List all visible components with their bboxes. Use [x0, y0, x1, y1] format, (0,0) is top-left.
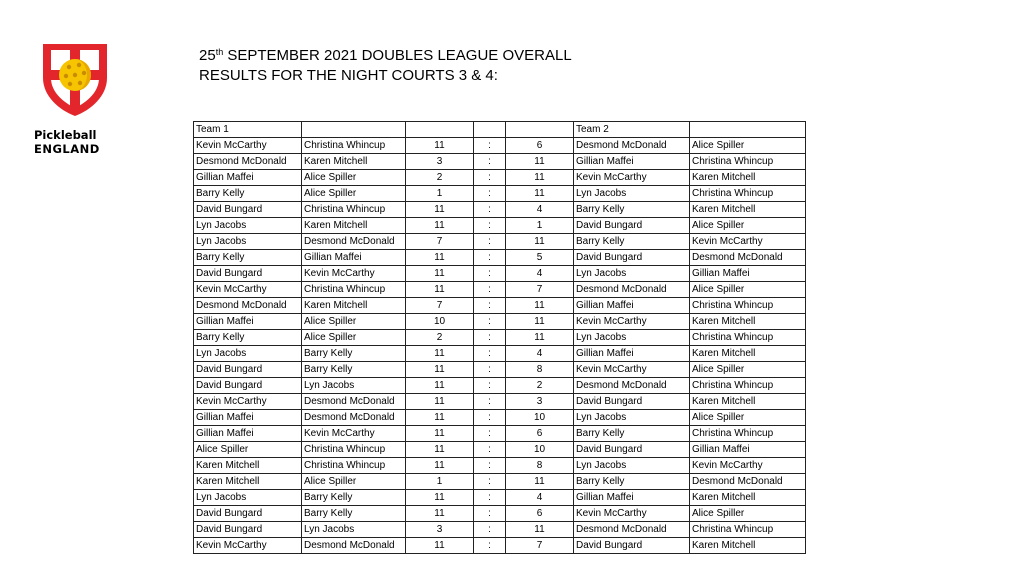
team1-player1: David Bungard [194, 378, 302, 394]
team1-player1: Gillian Maffei [194, 314, 302, 330]
header-empty-cell [474, 122, 506, 138]
team2-score: 6 [506, 506, 574, 522]
team1-player1: Gillian Maffei [194, 410, 302, 426]
team1-score: 11 [406, 458, 474, 474]
team2-score: 11 [506, 186, 574, 202]
team1-player2: Kevin McCarthy [302, 426, 406, 442]
team2-score: 4 [506, 202, 574, 218]
table-row [194, 458, 806, 474]
table-row [194, 250, 806, 266]
team2-score: 10 [506, 442, 574, 458]
title-line-1-text: SEPTEMBER 2021 DOUBLES LEAGUE OVERALL [223, 47, 572, 64]
team2-player1: Gillian Maffei [574, 154, 690, 170]
team2-score: 11 [506, 170, 574, 186]
title-line-1 [199, 46, 572, 66]
table-row [194, 410, 806, 426]
team2-score: 2 [506, 378, 574, 394]
team2-player1: David Bungard [574, 442, 690, 458]
team1-player1: David Bungard [194, 266, 302, 282]
team2-player2: Karen Mitchell [690, 202, 806, 218]
team2-player1: Lyn Jacobs [574, 186, 690, 202]
team2-player2: Alice Spiller [690, 410, 806, 426]
score-separator: : [474, 394, 506, 410]
team2-score: 11 [506, 314, 574, 330]
team1-score: 11 [406, 490, 474, 506]
team2-player1: David Bungard [574, 394, 690, 410]
score-separator: : [474, 266, 506, 282]
team1-player2: Desmond McDonald [302, 538, 406, 554]
team1-score: 7 [406, 298, 474, 314]
team1-player2: Christina Whincup [302, 138, 406, 154]
team2-score: 4 [506, 490, 574, 506]
team1-player1: Lyn Jacobs [194, 490, 302, 506]
team2-player2: Christina Whincup [690, 426, 806, 442]
score-separator: : [474, 474, 506, 490]
team1-player2: Christina Whincup [302, 282, 406, 298]
score-separator: : [474, 490, 506, 506]
score-separator: : [474, 378, 506, 394]
header-empty-cell [406, 122, 474, 138]
pickleball-england-shield-icon [39, 38, 111, 118]
team1-score: 11 [406, 394, 474, 410]
team1-player2: Alice Spiller [302, 170, 406, 186]
team2-player2: Desmond McDonald [690, 250, 806, 266]
team2-player1: Gillian Maffei [574, 490, 690, 506]
team1-score: 11 [406, 218, 474, 234]
team1-score: 3 [406, 154, 474, 170]
team2-player2: Karen Mitchell [690, 490, 806, 506]
title-ordinal: th [215, 47, 224, 57]
team2-player1: Kevin McCarthy [574, 314, 690, 330]
table-row [194, 378, 806, 394]
table-row [194, 330, 806, 346]
table-row [194, 138, 806, 154]
score-separator: : [474, 522, 506, 538]
team2-player2: Gillian Maffei [690, 266, 806, 282]
team1-player2: Desmond McDonald [302, 410, 406, 426]
table-row [194, 154, 806, 170]
team2-player2: Alice Spiller [690, 506, 806, 522]
score-separator: : [474, 410, 506, 426]
team1-score: 11 [406, 410, 474, 426]
table-row [194, 442, 806, 458]
team2-player1: Desmond McDonald [574, 522, 690, 538]
team1-player2: Christina Whincup [302, 458, 406, 474]
team2-player1: Lyn Jacobs [574, 410, 690, 426]
results-table-body [194, 122, 806, 554]
score-separator: : [474, 250, 506, 266]
team2-score: 5 [506, 250, 574, 266]
team2-score: 3 [506, 394, 574, 410]
header-empty-cell [690, 122, 806, 138]
score-separator: : [474, 538, 506, 554]
team2-player2: Karen Mitchell [690, 394, 806, 410]
team2-score: 10 [506, 410, 574, 426]
team2-player1: Lyn Jacobs [574, 330, 690, 346]
table-row [194, 266, 806, 282]
team2-score: 6 [506, 426, 574, 442]
header-empty-cell [302, 122, 406, 138]
team2-player2: Karen Mitchell [690, 538, 806, 554]
team1-player1: Desmond McDonald [194, 298, 302, 314]
team1-score: 11 [406, 538, 474, 554]
table-row [194, 202, 806, 218]
team1-player1: Barry Kelly [194, 250, 302, 266]
title-day: 25 [199, 47, 216, 64]
team1-player2: Kevin McCarthy [302, 266, 406, 282]
team2-player1: Barry Kelly [574, 234, 690, 250]
team1-score: 3 [406, 522, 474, 538]
pickleball-england-logo [34, 38, 126, 156]
score-separator: : [474, 202, 506, 218]
score-separator: : [474, 458, 506, 474]
team2-player1: Kevin McCarthy [574, 506, 690, 522]
team1-score: 11 [406, 442, 474, 458]
score-separator: : [474, 154, 506, 170]
team1-player2: Desmond McDonald [302, 394, 406, 410]
table-row [194, 538, 806, 554]
team1-player2: Desmond McDonald [302, 234, 406, 250]
team1-player2: Lyn Jacobs [302, 378, 406, 394]
table-row [194, 218, 806, 234]
team1-player1: Kevin McCarthy [194, 538, 302, 554]
team1-score: 11 [406, 266, 474, 282]
score-separator: : [474, 218, 506, 234]
team2-player1: Desmond McDonald [574, 138, 690, 154]
team1-score: 2 [406, 170, 474, 186]
score-separator: : [474, 314, 506, 330]
table-row [194, 474, 806, 490]
team2-player2: Christina Whincup [690, 154, 806, 170]
team1-score: 11 [406, 346, 474, 362]
table-row [194, 426, 806, 442]
team2-header: Team 2 [574, 122, 690, 138]
logo-wordmark-pickleball: Pickleball [34, 128, 97, 142]
team1-player1: Gillian Maffei [194, 426, 302, 442]
team2-player1: Desmond McDonald [574, 378, 690, 394]
score-separator: : [474, 298, 506, 314]
team1-player2: Barry Kelly [302, 346, 406, 362]
team1-player2: Alice Spiller [302, 314, 406, 330]
results-table [193, 121, 806, 554]
team1-player1: David Bungard [194, 522, 302, 538]
team2-player1: Gillian Maffei [574, 346, 690, 362]
score-separator: : [474, 442, 506, 458]
team1-player1: Alice Spiller [194, 442, 302, 458]
score-separator: : [474, 170, 506, 186]
team1-score: 2 [406, 330, 474, 346]
team1-player2: Christina Whincup [302, 202, 406, 218]
team1-player1: Gillian Maffei [194, 170, 302, 186]
team1-player1: Karen Mitchell [194, 458, 302, 474]
team2-player1: David Bungard [574, 218, 690, 234]
team2-player2: Alice Spiller [690, 218, 806, 234]
team2-player2: Christina Whincup [690, 298, 806, 314]
table-row [194, 314, 806, 330]
team1-player2: Alice Spiller [302, 330, 406, 346]
team1-player1: Barry Kelly [194, 186, 302, 202]
team2-score: 11 [506, 522, 574, 538]
team2-score: 6 [506, 138, 574, 154]
team1-score: 11 [406, 506, 474, 522]
team1-player1: David Bungard [194, 362, 302, 378]
team2-score: 1 [506, 218, 574, 234]
team1-player1: Barry Kelly [194, 330, 302, 346]
score-separator: : [474, 282, 506, 298]
table-header-row [194, 122, 806, 138]
team1-player1: Lyn Jacobs [194, 346, 302, 362]
team2-score: 11 [506, 234, 574, 250]
header-empty-cell [506, 122, 574, 138]
team1-score: 1 [406, 474, 474, 490]
team2-player2: Christina Whincup [690, 378, 806, 394]
team2-player1: Desmond McDonald [574, 282, 690, 298]
team1-score: 10 [406, 314, 474, 330]
table-row [194, 362, 806, 378]
score-separator: : [474, 186, 506, 202]
team1-header: Team 1 [194, 122, 302, 138]
team2-player1: David Bungard [574, 250, 690, 266]
table-row [194, 490, 806, 506]
team2-player2: Christina Whincup [690, 330, 806, 346]
team1-player2: Christina Whincup [302, 442, 406, 458]
team1-player1: Kevin McCarthy [194, 282, 302, 298]
team2-player2: Christina Whincup [690, 186, 806, 202]
team1-player2: Barry Kelly [302, 506, 406, 522]
team2-player2: Desmond McDonald [690, 474, 806, 490]
team1-score: 11 [406, 202, 474, 218]
score-separator: : [474, 138, 506, 154]
team2-player2: Kevin McCarthy [690, 458, 806, 474]
team1-player1: David Bungard [194, 506, 302, 522]
team2-score: 7 [506, 282, 574, 298]
team1-player1: Karen Mitchell [194, 474, 302, 490]
team2-player2: Karen Mitchell [690, 314, 806, 330]
table-row [194, 394, 806, 410]
table-row [194, 506, 806, 522]
team2-score: 11 [506, 154, 574, 170]
score-separator: : [474, 330, 506, 346]
team2-score: 11 [506, 330, 574, 346]
team1-player2: Lyn Jacobs [302, 522, 406, 538]
score-separator: : [474, 234, 506, 250]
team2-player2: Alice Spiller [690, 362, 806, 378]
team1-player2: Alice Spiller [302, 186, 406, 202]
score-separator: : [474, 506, 506, 522]
team1-player1: Kevin McCarthy [194, 138, 302, 154]
team1-player2: Karen Mitchell [302, 218, 406, 234]
table-row [194, 186, 806, 202]
team2-player1: Kevin McCarthy [574, 170, 690, 186]
table-row [194, 234, 806, 250]
team2-player1: Barry Kelly [574, 202, 690, 218]
team2-player1: Lyn Jacobs [574, 266, 690, 282]
team1-score: 11 [406, 282, 474, 298]
table-row [194, 346, 806, 362]
team1-player2: Karen Mitchell [302, 154, 406, 170]
team1-player1: Lyn Jacobs [194, 218, 302, 234]
team2-player1: Barry Kelly [574, 426, 690, 442]
team2-score: 8 [506, 458, 574, 474]
team1-player2: Alice Spiller [302, 474, 406, 490]
team1-player2: Gillian Maffei [302, 250, 406, 266]
team2-player1: Kevin McCarthy [574, 362, 690, 378]
team2-score: 11 [506, 474, 574, 490]
team2-player1: Gillian Maffei [574, 298, 690, 314]
page-title [199, 46, 572, 86]
team1-score: 11 [406, 138, 474, 154]
team1-score: 11 [406, 426, 474, 442]
logo-wordmark-england: ENGLAND [34, 142, 100, 156]
team1-score: 11 [406, 378, 474, 394]
team1-player2: Karen Mitchell [302, 298, 406, 314]
team1-score: 1 [406, 186, 474, 202]
team1-player2: Barry Kelly [302, 362, 406, 378]
team2-player2: Gillian Maffei [690, 442, 806, 458]
team2-player2: Kevin McCarthy [690, 234, 806, 250]
table-row [194, 282, 806, 298]
team1-player1: Desmond McDonald [194, 154, 302, 170]
table-row [194, 298, 806, 314]
team2-score: 4 [506, 266, 574, 282]
team2-player1: David Bungard [574, 538, 690, 554]
team1-player1: Kevin McCarthy [194, 394, 302, 410]
team1-score: 11 [406, 362, 474, 378]
team1-score: 7 [406, 234, 474, 250]
team2-score: 11 [506, 298, 574, 314]
table-row [194, 170, 806, 186]
team2-player2: Alice Spiller [690, 138, 806, 154]
team2-player2: Karen Mitchell [690, 346, 806, 362]
team2-score: 7 [506, 538, 574, 554]
team2-player1: Barry Kelly [574, 474, 690, 490]
team2-score: 4 [506, 346, 574, 362]
team2-player2: Karen Mitchell [690, 170, 806, 186]
team1-player1: Lyn Jacobs [194, 234, 302, 250]
score-separator: : [474, 426, 506, 442]
table-row [194, 522, 806, 538]
team2-player1: Lyn Jacobs [574, 458, 690, 474]
team2-score: 8 [506, 362, 574, 378]
team1-player2: Barry Kelly [302, 490, 406, 506]
team1-score: 11 [406, 250, 474, 266]
team2-player2: Christina Whincup [690, 522, 806, 538]
team2-player2: Alice Spiller [690, 282, 806, 298]
team1-player1: David Bungard [194, 202, 302, 218]
title-line-2: RESULTS FOR THE NIGHT COURTS 3 & 4: [199, 67, 498, 84]
score-separator: : [474, 346, 506, 362]
score-separator: : [474, 362, 506, 378]
